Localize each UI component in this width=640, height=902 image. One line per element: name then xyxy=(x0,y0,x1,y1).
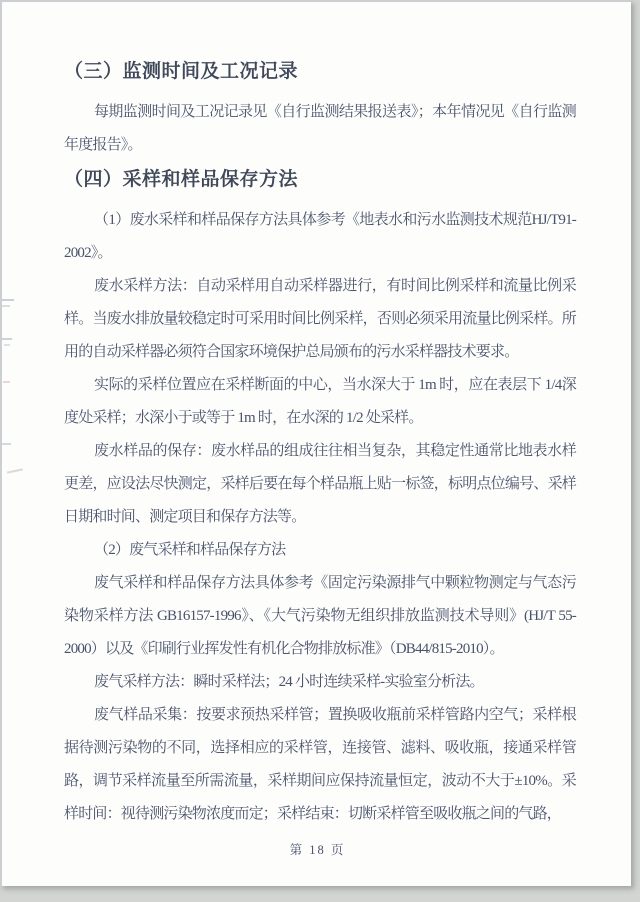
paragraph: （1）废水采样和样品保存方法具体参考《地表水和污水监测技术规范HJ/T91-2002》。 xyxy=(64,212,576,261)
paragraph: 废气采样方法：瞬时采样法；24 小时连续采样-实验室分析法。 xyxy=(94,674,484,690)
page-number: 第 18 页 xyxy=(289,843,346,857)
scan-artifact xyxy=(2,338,12,340)
section-heading-3: （三）监测时间及工况记录 xyxy=(64,61,299,82)
scan-artifact xyxy=(7,468,23,473)
paragraph: 废气采样和样品保存方法具体参考《固定污染源排气中颗粒物测定与气态污染物采样方法 GB16157-1996》、《大气污染物无组织排放监测技术导则》(HJ/T 55-2000）以及《印刷行业挥发性有机化合物排放标准》（DB44/815-2010）。 xyxy=(64,575,576,657)
section-heading-4: （四）采样和样品保存方法 xyxy=(64,169,299,190)
paragraph: 每期监测时间及工况记录见《自行监测结果报送表》；本年情况见《自行监测年度报告》。 xyxy=(64,104,576,153)
paragraph: 实际的采样位置应在采样断面的中心，当水深大于 1m 时，应在表层下 1/4深度处采样；水深小于或等于 1m 时，在水深的 1/2 处采样。 xyxy=(64,377,576,426)
paragraph: （2）废气采样和样品保存方法 xyxy=(94,542,286,558)
paragraph: 废气样品采集：按要求预热采样管；置换吸收瓶前采样管路内空气；采样根据待测污染物的不同，选择相应的采样管，连接管、滤料、吸收瓶，接通采样管路，调节采样流量至所需流量，采样期间应保持流量恒定，波动不大于±10%。采样时间：视待测污染物浓度而定；采样结束：切断采样管至吸收瓶之间的气路， xyxy=(64,707,576,822)
scan-artifact xyxy=(2,305,10,307)
scan-artifact xyxy=(2,299,14,301)
scan-artifact xyxy=(3,381,10,383)
scan-artifact xyxy=(2,443,11,445)
scan-artifact xyxy=(4,344,10,346)
paragraph: 废水样品的保存：废水样品的组成往往相当复杂，其稳定性通常比地表水样更差，应设法尽快测定，采样后要在每个样品瓶上贴一标签，标明点位编号、采样日期和时间、测定项目和保存方法等。 xyxy=(64,443,576,525)
paragraph: 废水采样方法：自动采样用自动采样器进行，有时间比例采样和流量比例采样。当废水排放量较稳定时可采用时间比例采样，否则必须采用流量比例采样。所用的自动采样器必须符合国家环境保护总局颁布的污水采样器技术要求。 xyxy=(64,278,576,360)
page-content xyxy=(64,54,576,831)
